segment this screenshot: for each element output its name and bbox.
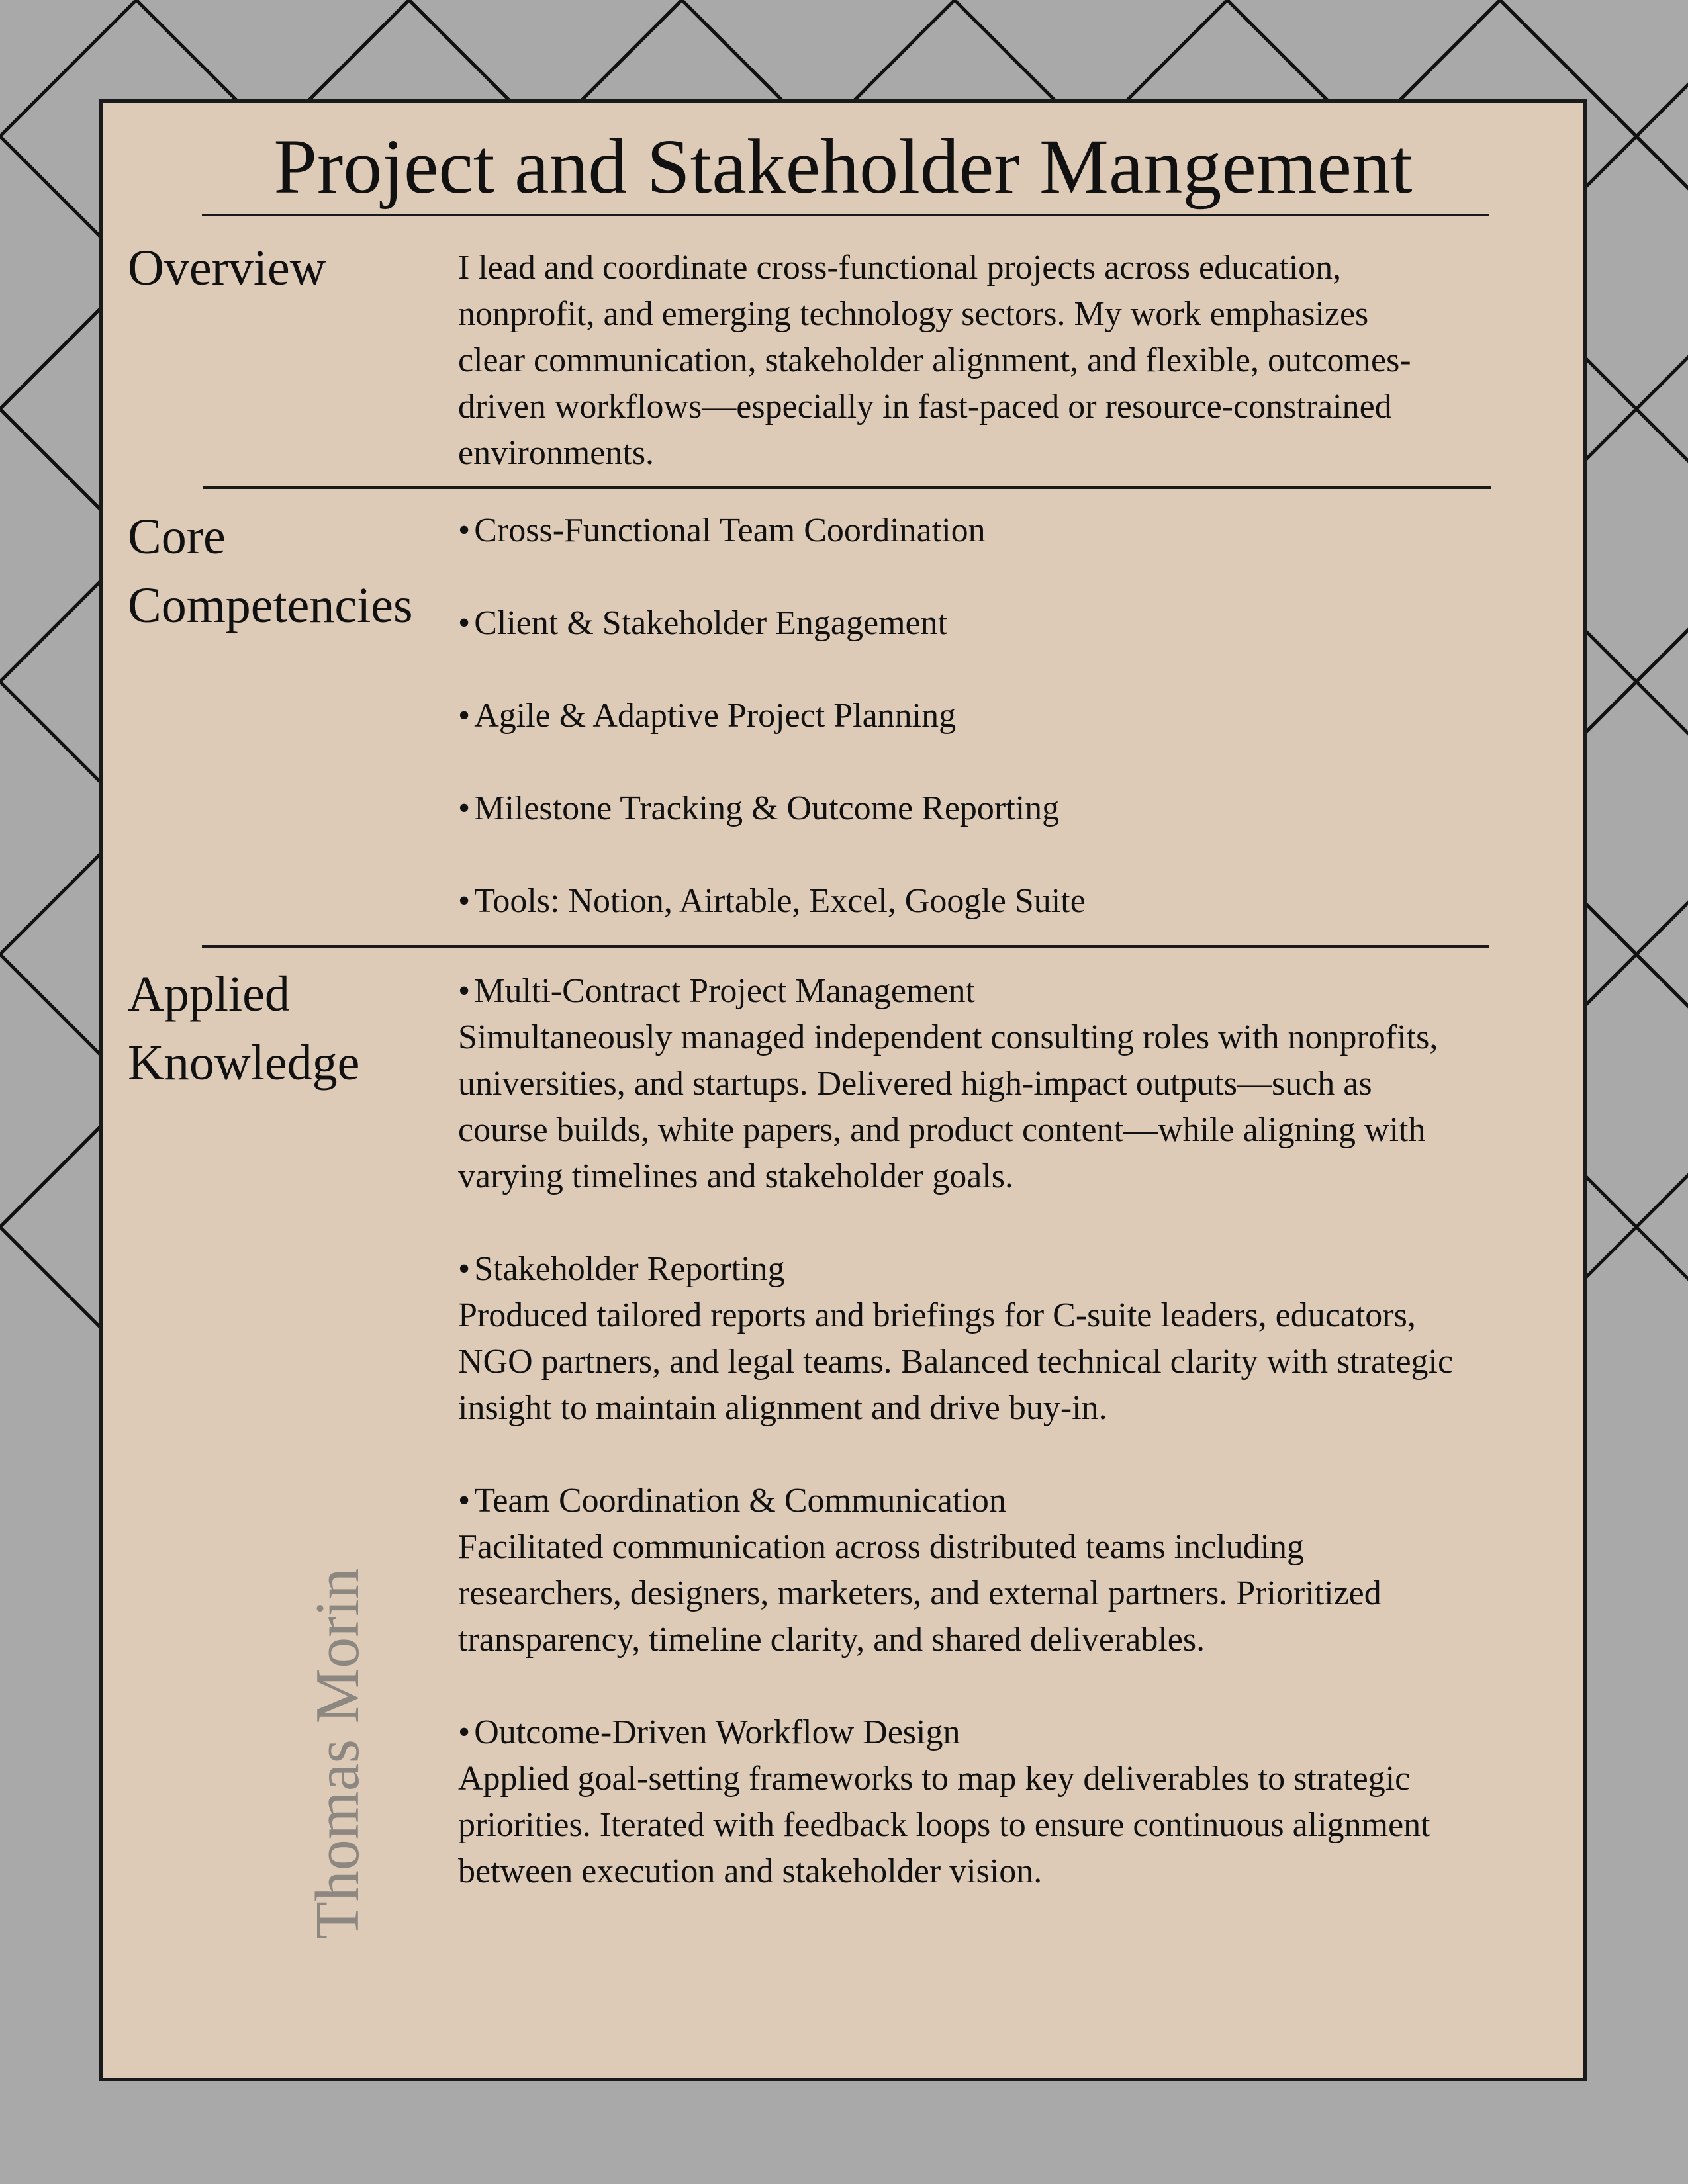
- applied-item-heading: • Stakeholder Reporting: [458, 1250, 785, 1288]
- core-competencies-label: [128, 502, 413, 640]
- overview-line: environments.: [458, 434, 655, 472]
- competency-text: Milestone Tracking & Outcome Reporting: [474, 790, 1060, 827]
- overview-divider: [203, 486, 1491, 489]
- applied-item-heading: • Multi-Contract Project Management: [458, 972, 975, 1010]
- overview-line: I lead and coordinate cross-functional projects across education,: [458, 249, 1342, 287]
- diamond-tile: [1636, 818, 1688, 1091]
- competencies-divider: [202, 945, 1489, 948]
- title-divider: [202, 214, 1489, 216]
- bullet-icon: •: [458, 512, 471, 549]
- applied-item-line: researchers, designers, marketers, and external partners. Prioritized: [458, 1574, 1382, 1612]
- bullet-icon: •: [458, 882, 471, 920]
- applied-item-line: transparency, timeline clarity, and shared deliverables.: [458, 1621, 1205, 1659]
- list-item: [458, 786, 1550, 878]
- overview-line: nonprofit, and emerging technology sectors. My work emphasizes: [458, 295, 1369, 333]
- applied-item-line: Simultaneously managed independent consulting roles with nonprofits,: [458, 1019, 1438, 1056]
- applied-item: [458, 968, 1550, 1200]
- diamond-tile: [1636, 0, 1688, 273]
- page-title: Project and Stakeholder Mangement: [273, 123, 1413, 210]
- content-panel: [99, 99, 1587, 2081]
- overview-label: Overview: [128, 240, 326, 296]
- bullet-icon: •: [458, 604, 471, 642]
- applied-item-line: Facilitated communication across distributed teams including: [458, 1528, 1305, 1566]
- author-name-watermark: Thomas Morin: [303, 1568, 372, 1940]
- applied-label-line: Knowledge: [128, 1035, 360, 1091]
- list-item: [458, 693, 1550, 786]
- applied-item-line: universities, and startups. Delivered high-impact outputs—such as: [458, 1065, 1372, 1103]
- diamond-tile: [1636, 545, 1688, 818]
- applied-knowledge-list: [458, 968, 1550, 1895]
- applied-knowledge-label: [128, 960, 359, 1097]
- competency-text: Tools: Notion, Airtable, Excel, Google Suite: [474, 882, 1086, 920]
- applied-item-line: varying timelines and stakeholder goals.: [458, 1158, 1014, 1195]
- competency-text: Cross-Functional Team Coordination: [474, 512, 986, 549]
- bullet-icon: •: [458, 697, 471, 735]
- applied-item-heading: • Team Coordination & Communication: [458, 1482, 1006, 1520]
- applied-item-heading: • Outcome-Driven Workflow Design: [458, 1713, 961, 1751]
- core-label-line: Core: [128, 509, 226, 565]
- bullet-icon: •: [458, 1482, 471, 1520]
- bullet-icon: •: [458, 1713, 471, 1751]
- applied-item-line: course builds, white papers, and product content—while aligning with: [458, 1111, 1426, 1149]
- competency-text: Agile & Adaptive Project Planning: [474, 697, 957, 735]
- applied-item-line: Produced tailored reports and briefings for C-suite leaders, educators,: [458, 1297, 1416, 1334]
- overview-line: clear communication, stakeholder alignment, and flexible, outcomes-: [458, 341, 1411, 379]
- applied-label-line: Applied: [128, 966, 290, 1022]
- applied-item-line: priorities. Iterated with feedback loops to ensure continuous alignment: [458, 1806, 1430, 1844]
- core-competencies-list: [458, 508, 1550, 971]
- list-item: [458, 878, 1550, 971]
- diamond-tile: [1636, 1091, 1688, 1363]
- overview-line: driven workflows—especially in fast-paced or resource-constrained: [458, 388, 1392, 426]
- applied-item-line: NGO partners, and legal teams. Balanced technical clarity with strategic: [458, 1343, 1454, 1381]
- bullet-icon: •: [458, 972, 471, 1010]
- core-label-line: Competencies: [128, 578, 413, 633]
- applied-item-line: Applied goal-setting frameworks to map key deliverables to strategic: [458, 1760, 1411, 1797]
- competency-text: Client & Stakeholder Engagement: [474, 604, 948, 642]
- applied-item: [458, 1709, 1550, 1895]
- list-item: [458, 508, 1550, 600]
- applied-item-line: between execution and stakeholder vision.: [458, 1852, 1043, 1890]
- bullet-icon: •: [458, 790, 471, 827]
- list-item: [458, 600, 1550, 693]
- applied-item-line: insight to maintain alignment and drive buy-in.: [458, 1389, 1107, 1427]
- applied-item: [458, 1246, 1550, 1432]
- overview-text: [458, 245, 1550, 477]
- diamond-tile: [1636, 273, 1688, 545]
- bullet-icon: •: [458, 1250, 471, 1288]
- applied-item: [458, 1478, 1550, 1663]
